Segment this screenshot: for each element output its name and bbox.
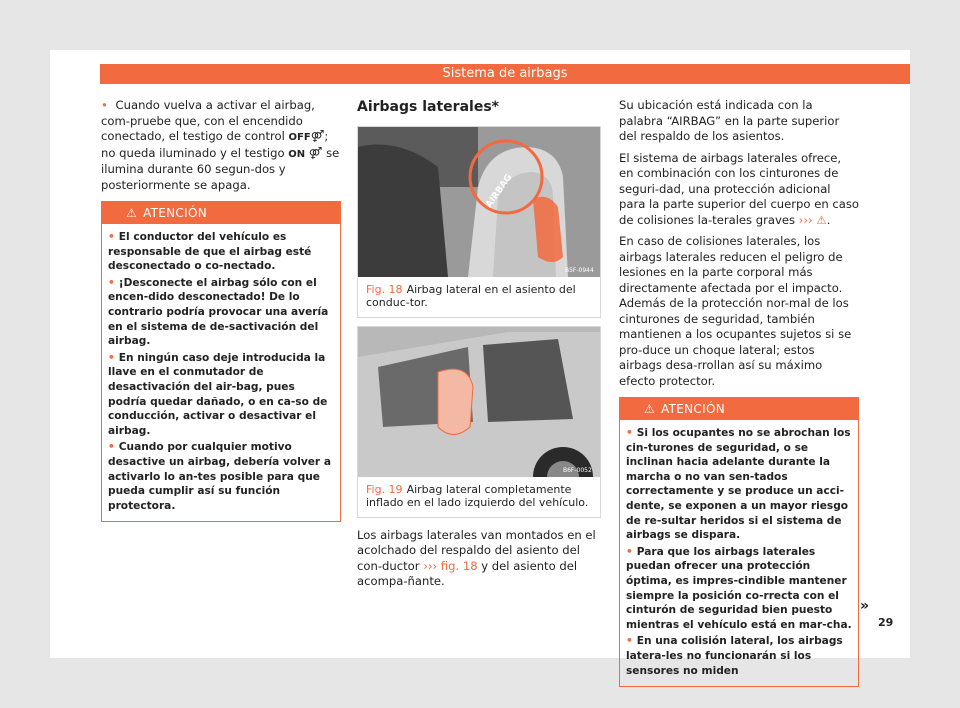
warning-box (619, 397, 859, 687)
warning-item: • ¡Desconecte el airbag sólo con el encen-dido desconectado! De lo contrario podría provocar una avería en el sistema de de-sactivación del airbag. (108, 276, 334, 349)
figure-label: Fig. 18 (366, 282, 403, 296)
warning-item: • En ningún caso deje introducida la llave en el conmutador de desactivación del air-bag, pues podría quedar dañado, o en ca-so de conducción, activar o desactivar el airbag. (108, 351, 334, 439)
text-span: El sistema de airbags laterales ofrece, en combinación con los cinturones de seguri-dad, una protección adicional para la parte superior del cuerpo en caso de colisiones la-terales graves (619, 150, 859, 227)
seat-airbag-illustration (358, 127, 600, 277)
paragraph-collision: En caso de colisiones laterales, los airbags laterales reducen el peligro de lesiones en la parte corporal más directamente afectada por el impacto. Además de la protección nor-mal de los cinturones de seguridad, también mantienen a los ocupantes sujetos si se pro-duce un choque lateral; estos airbags desa-rrollan así su máximo efecto protector. (619, 234, 852, 388)
paragraph-reactivate: • Cuando vuelva a activar el airbag, com-pruebe que, con el encendido conectado, el testigo de control OFF⚤; no queda iluminado y el testigo ON ⚤ se ilumina durante 60 segun-dos y posteriormente se apaga. (101, 98, 341, 193)
figure-code: B5F-0944 (565, 266, 594, 274)
text-span: Cuando vuelva a activar el airbag, com-pruebe que, con el encendido conectado, el testigo de control (101, 98, 315, 143)
passenger-seat-icon: ⚤ (308, 145, 323, 160)
column-right (619, 98, 859, 687)
warning-box (101, 201, 341, 522)
caption-text: Airbag lateral en el asiento del conduc-tor. (366, 282, 576, 309)
car-side-airbag-illustration (358, 327, 600, 477)
passenger-seat-icon: ⚤ (310, 129, 325, 143)
warning-item: • El conductor del vehículo es responsable de que el airbag esté desconectado o co-nectado. (108, 230, 334, 274)
section-title: Sistema de airbags (442, 66, 568, 81)
warning-triangle-icon: ⚠ (816, 212, 827, 227)
continue-marker: » (860, 598, 870, 614)
warning-title: ATENCIÓN (661, 402, 725, 416)
page-number: 29 (878, 616, 894, 629)
figure-reference-link[interactable]: ››› fig. 18 (423, 558, 478, 573)
warning-title: ATENCIÓN (143, 206, 207, 220)
airbag-label: AIRBAG (484, 172, 515, 210)
warning-triangle-icon: ⚠ (644, 402, 656, 416)
column-middle (357, 98, 601, 596)
manual-page (50, 50, 910, 677)
figure-18 (357, 126, 601, 318)
section-heading: Airbags laterales* (357, 99, 499, 115)
paragraph-label: Su ubicación está indicada con la palabra “AIRBAG” en la parte superior del respaldo de los asientos. (619, 98, 840, 143)
warning-item: • En una colisión lateral, los airbags latera-les no funcionarán si los sensores no miden (626, 634, 852, 678)
airbag-off-indicator-icon: OFF (288, 132, 311, 143)
paragraph-location (357, 528, 601, 590)
warning-header (102, 202, 340, 224)
text-span: no queda iluminado y el testigo (101, 145, 285, 160)
warning-triangle-icon: ⚠ (126, 206, 138, 220)
figure-caption (358, 277, 600, 317)
warning-body (102, 224, 340, 521)
text-span: se ilumina durante 60 segun-dos y posteriormente se apaga. (101, 145, 340, 192)
figure-code: B6F-0052 (563, 466, 592, 474)
column-left (101, 98, 341, 522)
figure-label: Fig. 19 (366, 482, 403, 496)
text-span: y del asiento del acompa-ñante. (357, 558, 578, 588)
figure-caption (358, 477, 600, 517)
warning-item: • Si los ocupantes no se abrochan los cin-turones de seguridad, o se inclinan hacia adelante durante la marcha o no van sen-tados correctamente y se produce un acci-dente, se exponen a un mayor riesgo de re-sultar heridos si el sistema de airbags se dispara. (626, 426, 852, 543)
warning-body (620, 420, 858, 686)
airbag-on-indicator-icon: ON (288, 148, 306, 160)
warning-item: • Cuando por cualquier motivo desactive un airbag, debería volver a activarlo lo an-tes posible para que pueda cumplir así su función protectora. (108, 440, 334, 513)
figure-19 (357, 326, 601, 518)
warning-item: • Para que los airbags laterales puedan ofrecer una protección óptima, es impres-cindible mantener siempre la posición co-rrecta con el cinturón de seguridad bien puesto mientras el vehículo está en mar-cha. (626, 545, 852, 633)
caption-text: Airbag lateral completamente inflado en el lado izquierdo del vehículo. (366, 482, 589, 509)
warning-reference-link[interactable]: ››› (798, 212, 813, 227)
section-header (100, 64, 910, 84)
text-span: Los airbags laterales van montados en el acolchado del respaldo del asiento del con-ductor (357, 527, 596, 573)
warning-header (620, 398, 858, 420)
paragraph-protection: El sistema de airbags laterales ofrece, en combinación con los cinturones de seguri-dad, una protección adicional para la parte superior del cuerpo en caso de colisiones la-terales graves ››› ⚠. (619, 150, 859, 227)
